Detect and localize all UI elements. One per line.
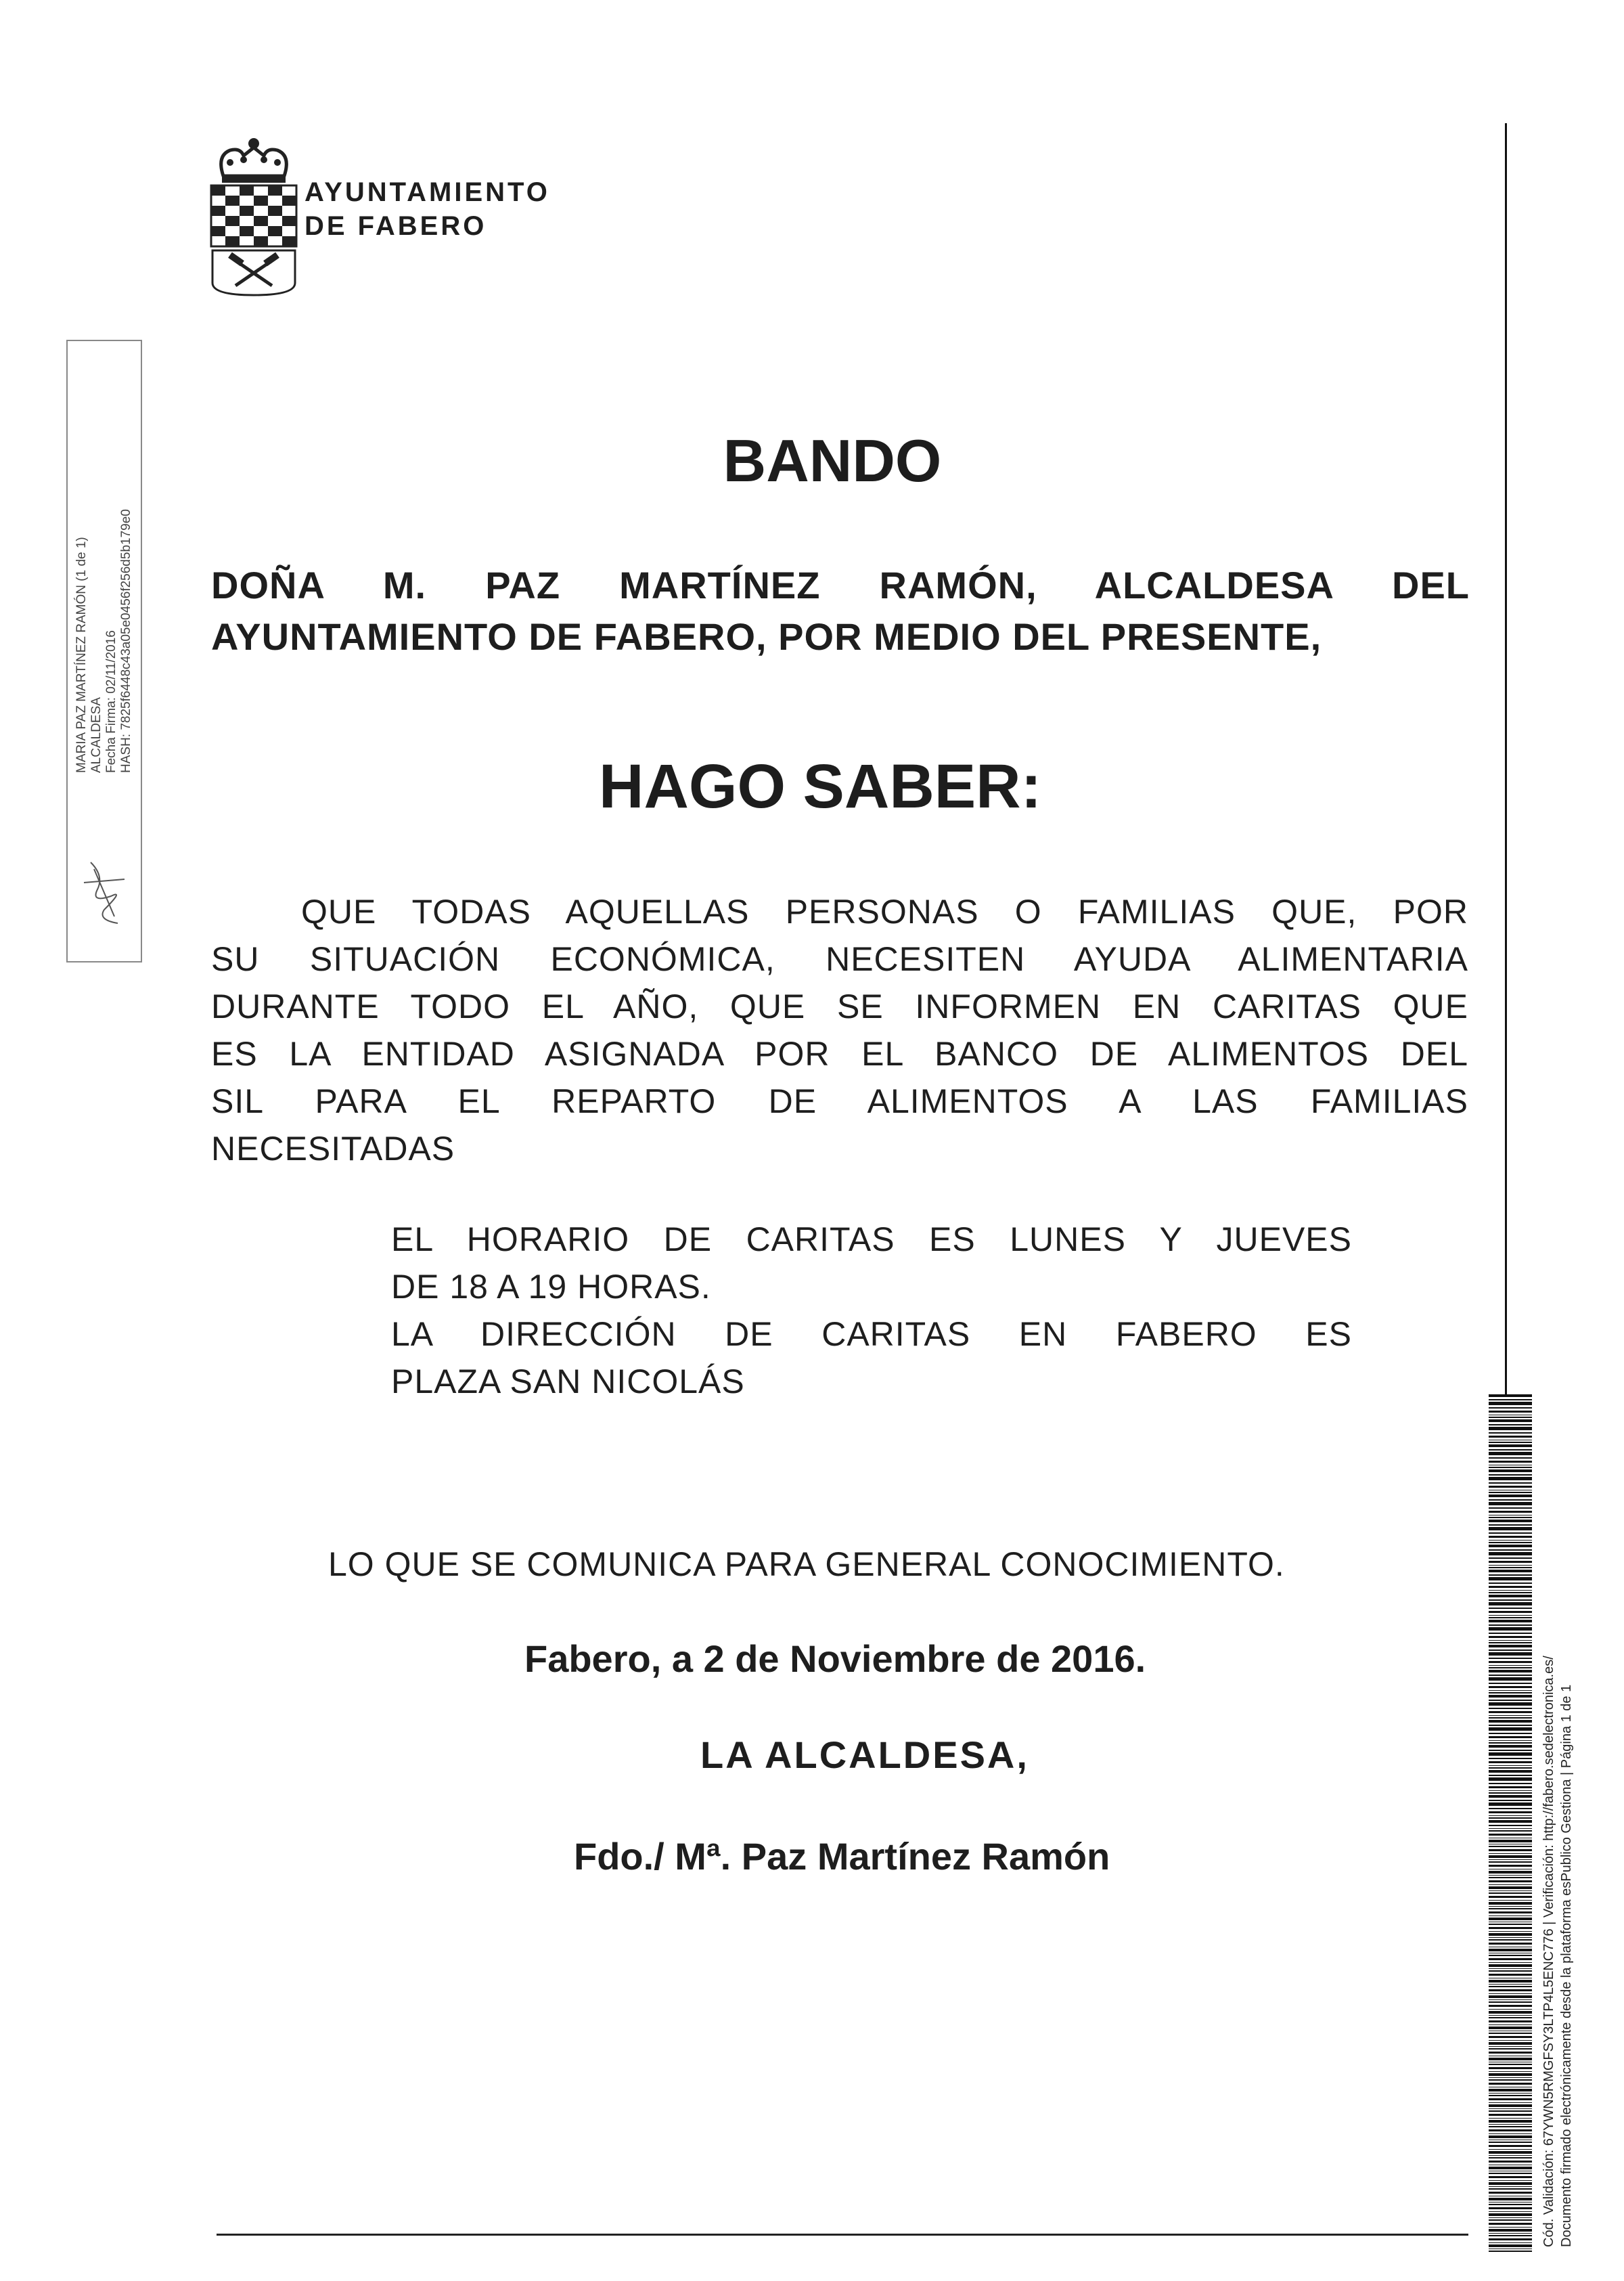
para2-line-3: LA DIRECCIÓN DE CARITAS EN FABERO ES [391,1315,1352,1353]
para2-line-2: DE 18 A 19 HORAS. [391,1268,711,1306]
signature-stamp-text [74,326,134,773]
document-date: Fabero, a 2 de Noviembre de 2016. [524,1637,1146,1680]
handwritten-signature [77,856,134,930]
signer-name: Fdo./ Mª. Paz Martínez Ramón [574,1835,1110,1878]
para2-line-1: EL HORARIO DE CARITAS ES LUNES Y JUEVES [391,1220,1352,1258]
para1-line-3: DURANTE TODO EL AÑO, QUE SE INFORMEN EN CARITAS QUE [211,988,1468,1025]
signer-role: LA ALCALDESA, [700,1733,1029,1776]
intro-line-1: DOÑA M. PAZ MARTÍNEZ RAMÓN, ALCALDESA DEL [211,564,1470,606]
org-name-line2: DE FABERO [304,211,487,241]
municipal-crest-logo [210,135,298,298]
verification-platform-line: Documento firmado electrónicamente desde la plataforma esPublico Gestiona | Página 1 de 1 [1559,1684,1574,2247]
document-subtitle: HAGO SABER: [599,752,1042,821]
verification-code-line: Cód. Validación: 67YWN5RMGFSY3LTP4L5ENC776 | Verificación: http://fabero.sedelectronica.es/ [1541,1656,1556,2247]
stamp-role: ALCALDESA [89,697,104,773]
barcode [1489,1394,1532,2254]
para1-line-4: ES LA ENTIDAD ASIGNADA POR EL BANCO DE ALIMENTOS DEL [211,1035,1468,1073]
verification-text [1540,1656,1575,2247]
document-title: BANDO [723,427,942,494]
para1-line-2: SU SITUACIÓN ECONÓMICA, NECESITEN AYUDA ALIMENTARIA [211,940,1468,978]
para2-line-4: PLAZA SAN NICOLÁS [391,1363,745,1400]
intro-line-2: AYUNTAMIENTO DE FABERO, POR MEDIO DEL PRESENTE, [211,615,1322,658]
stamp-sign-date: Fecha Firma: 02/11/2016 [104,630,118,773]
para1-line-5: SIL PARA EL REPARTO DE ALIMENTOS A LAS FAMILIAS [211,1082,1468,1120]
margin-rule [1505,123,1507,1396]
bottom-rule [217,2234,1468,2236]
para1-line-6: NECESITADAS [211,1130,455,1168]
stamp-signer: MARIA PAZ MARTÍNEZ RAMÓN (1 de 1) [74,537,89,773]
org-name-line1: AYUNTAMIENTO [304,177,550,207]
closing-statement: LO QUE SE COMUNICA PARA GENERAL CONOCIMIENTO. [328,1545,1285,1583]
para1-line-1: QUE TODAS AQUELLAS PERSONAS O FAMILIAS QUE, POR [301,893,1468,931]
stamp-hash: HASH: 7825f6448c43a05e0456f256d5b179e0 [119,509,133,773]
